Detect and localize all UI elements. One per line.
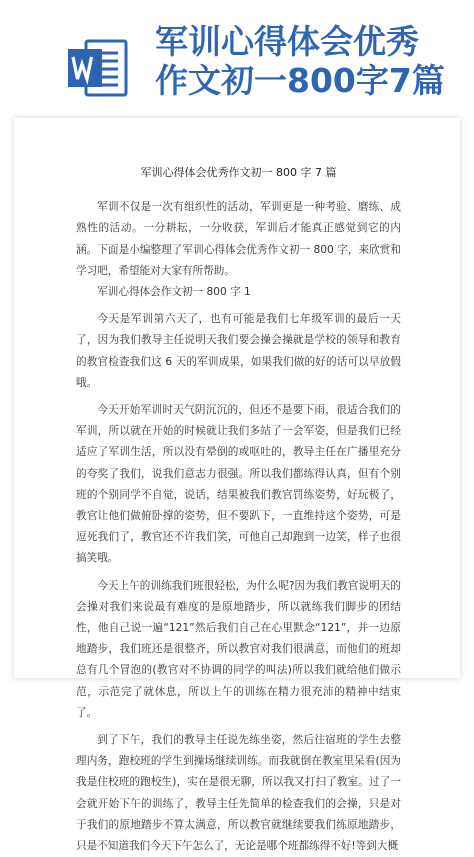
document-page — [14, 118, 460, 853]
banner-title-line-1: 军训心得体会优秀 — [155, 22, 419, 61]
document-body — [76, 162, 401, 857]
body-paragraph: 今天开始军训时天气阴沉沉的，但还不是要下雨，很适合我们的军训，所以就在开始的时候就让我们多站了一会军姿，但是我们已经适应了军训生活，所以没有晕倒的或呕吐的，教导主任在广播里充分的夸奖了我们，说我们意志力很强。所以我们都练得认真，但有个别班的个别同学不自觉，说话，结果被我们教官罚练姿势，好玩极了，教官让他们做俯卧撑的姿势，但不要趴下，一直维持这个姿势，可是逗死我们了，教官还不许我们笑，可他自己却跑到一边笑，样子也很搞笑哦。 — [76, 404, 401, 565]
body-paragraph: 今天上午的训练我们班很轻松，为什么呢?因为我们教官说明天的会操对我们来说最有难度的是原地踏步，所以就练我们脚步的团结性，他自己说一遍“121”然后我们自己在心里默念“121”，并一边原地踏步，我们班还是很整齐，所以教官对我们很满意，而他们的班却总有几个冒泡的(教官对不协调的同学的叫法)所以我们就给他们做示范，示范完了就休息，所以上午的训练在精力很充沛的精神中结束了。 — [76, 579, 401, 719]
body-paragraph: 今天是军训第六天了，也有可能是我们七年级军训的最后一天了，因为我们教导主任说明天我们要会操会操就是学校的领导和教育的教官检查我们这 6 天的军训成果，如果我们做的好的话可以早放假哦。 — [76, 313, 401, 389]
word-document-icon — [66, 37, 128, 99]
header-banner — [0, 0, 474, 118]
intro-paragraph: 军训不仅是一次有组织性的活动，军训更是一种考验、磨练、成熟性的活动。一分耕耘，一分收获，军训后才能真正感觉到它的内涵。下面是小编整理了军训心得体会优秀作文初一 800 字，来欣赏和学习吧，希望能对大家有所帮助。 — [76, 201, 401, 277]
banner-title-line-2: 作文初一800字7篇 — [155, 61, 445, 100]
body-paragraph: 到了下午，我们的教导主任说先练坐姿，然后往宿班的学生去整理内务，跑校班的学生到操场继续训练。而我就倒在教室里呆看(因为我是住校班的跑校生)，实在是很无聊，所以我又打扫了教室。过了一会就开始下午的训练了，教导主任先简单的检查我们的会操，只是对于我们的原地踏步不算太满意，所以教官就继续要我们练原地踏步，只是不知道我们今天下午怎么了，无论是哪个班都练得不好!等到大概 — [76, 734, 401, 853]
document-title: 军训心得体会优秀作文初一 800 字 7 篇 — [140, 166, 337, 179]
banner-title — [155, 22, 445, 100]
section-title: 军训心得体会作文初一 800 字 1 — [97, 286, 251, 299]
